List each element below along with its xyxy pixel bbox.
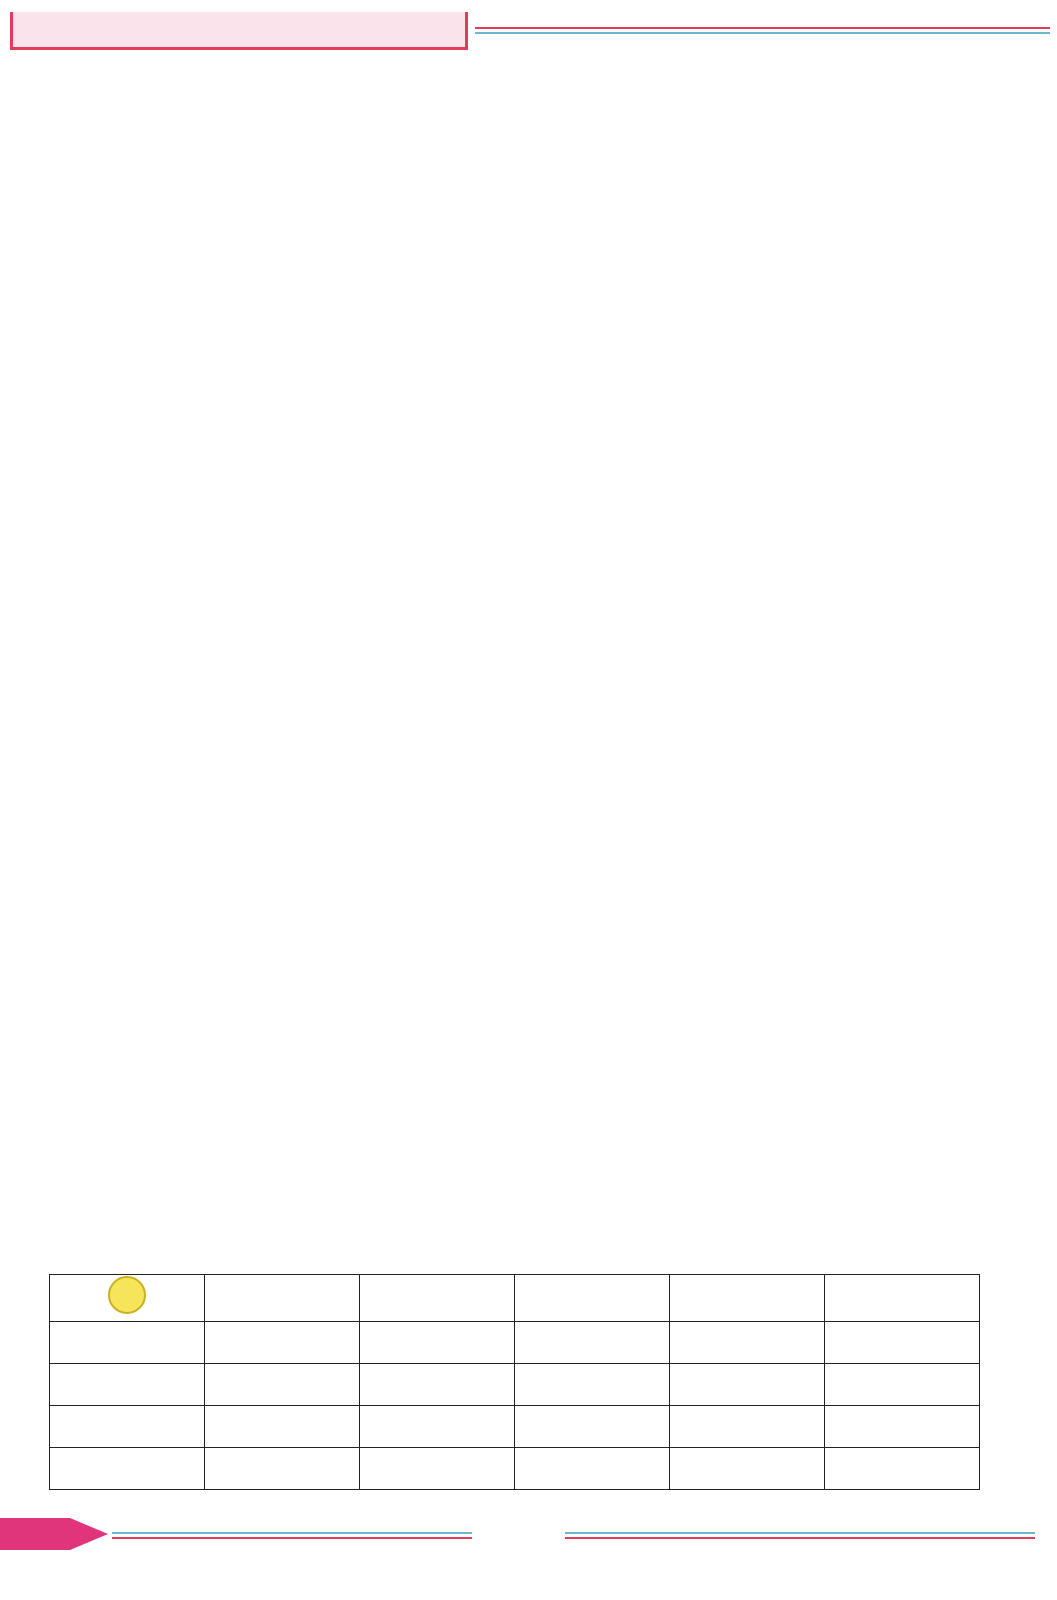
table-cell (515, 1406, 670, 1448)
table-row (50, 1406, 980, 1448)
table-col-header (670, 1275, 825, 1322)
table-cell (205, 1406, 360, 1448)
watermark (355, 0, 754, 675)
table-corner (50, 1275, 205, 1322)
table-header-row (50, 1275, 980, 1322)
table-cell (360, 1364, 515, 1406)
table-cell (360, 1448, 515, 1490)
table-row-header (50, 1406, 205, 1448)
table-col-header (205, 1275, 360, 1322)
footer-rule-left-red (112, 1537, 472, 1539)
table-cell (670, 1322, 825, 1364)
table-cell (670, 1406, 825, 1448)
table-cell (205, 1448, 360, 1490)
table-cell (670, 1448, 825, 1490)
table-cell (825, 1406, 980, 1448)
table-row (50, 1448, 980, 1490)
table-cell (205, 1322, 360, 1364)
table-cell (205, 1364, 360, 1406)
table-row-header (50, 1448, 205, 1490)
footer-rule-right-red (565, 1537, 1035, 1539)
table-cell (360, 1406, 515, 1448)
table-row-header (50, 1364, 205, 1406)
table-cell (360, 1322, 515, 1364)
header-badge (10, 12, 468, 50)
table-cell (825, 1322, 980, 1364)
footer-tab-arrow (70, 1518, 108, 1550)
table-row (50, 1322, 980, 1364)
question-1 (14, 76, 30, 98)
table-col-header (825, 1275, 980, 1322)
table-cell (670, 1364, 825, 1406)
question-2 (10, 1222, 26, 1244)
table-row-header (50, 1322, 205, 1364)
table-cell (825, 1448, 980, 1490)
table-cell (515, 1448, 670, 1490)
table-col-header (515, 1275, 670, 1322)
header-rule-blue (475, 32, 1050, 34)
footer-rule-left (112, 1532, 472, 1534)
table-col-header (360, 1275, 515, 1322)
table-cell (515, 1364, 670, 1406)
table-cell (515, 1322, 670, 1364)
footer-tab (0, 1518, 70, 1550)
addition-table (49, 1274, 980, 1490)
plus-icon (108, 1276, 146, 1314)
header-rule (475, 27, 1050, 29)
table-row (50, 1364, 980, 1406)
footer-rule-right (565, 1532, 1035, 1534)
table-cell (825, 1364, 980, 1406)
